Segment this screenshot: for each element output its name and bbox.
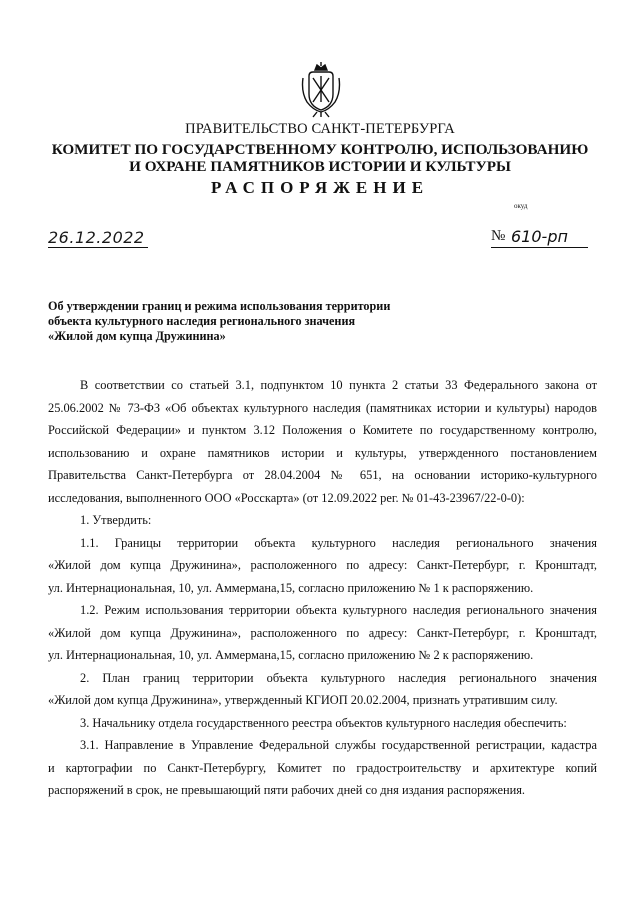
government-heading: ПРАВИТЕЛЬСТВО САНКТ-ПЕТЕРБУРГА [185, 121, 455, 137]
body-line: 2. План границ территории объекта культурного наследия регионального значения [80, 670, 597, 685]
body-line: 3.1. Направление в Управление Федеральной службы государственной регистрации, кадастра [80, 738, 597, 752]
body-line: и картографии по Санкт-Петербургу, Комитет по градостроительству и архитектуре копий [48, 760, 597, 775]
body-line: Правительства Санкт-Петербурга от 28.04.2004 № 651, на основании историко-культурного [48, 468, 597, 482]
okud-label: окуд [514, 202, 528, 210]
committee-heading-line1: КОМИТЕТ ПО ГОСУДАРСТВЕННОМУ КОНТРОЛЮ, ИСПОЛЬЗОВАНИЮ [51, 141, 589, 158]
document-number-field [491, 228, 588, 248]
body-line: Российской Федерации» и пунктом 3.12 Положения о Комитете по государственному контролю, [48, 423, 597, 437]
body-line: 25.06.2002 № 73-ФЗ «Об объектах культурного наследия (памятниках истории и культуры) народов [48, 400, 597, 415]
subject-line: объекта культурного наследия регионального значения [48, 314, 356, 328]
committee-heading-line2: И ОХРАНЕ ПАМЯТНИКОВ ИСТОРИИ И КУЛЬТУРЫ [129, 158, 511, 175]
document-type-title: РАСПОРЯЖЕНИЕ [210, 178, 430, 197]
body-line: ул. Интернациональная, 10, ул. Аммермана,15, согласно приложению № 2 к распоряжению. [48, 648, 534, 662]
subject-block [48, 299, 390, 344]
body-line: использованию и охране памятников истории и культуры, утвержденного постановлением [48, 445, 597, 460]
body-text [48, 374, 597, 802]
body-line: 1.1. Границы территории объекта культурного наследия регионального значения [80, 535, 597, 550]
body-line: исследования, выполненного ООО «Росскарта» (от 12.09.2022 рег. № 01-43-23967/22-0-0): [48, 490, 525, 505]
body-line: «Жилой дом купца Дружинина», расположенного по адресу: Санкт-Петербург, г. Кронштадт, [48, 625, 597, 640]
coat-of-arms-icon [301, 62, 341, 118]
number-sign: № [491, 228, 506, 244]
body-line: «Жилой дом купца Дружинина», расположенного по адресу: Санкт-Петербург, г. Кронштадт, [48, 558, 597, 572]
body-line: ул. Интернациональная, 10, ул. Аммермана,15, согласно приложению № 1 к распоряжению. [48, 580, 534, 595]
body-line: 3. Начальнику отдела государственного реестра объектов культурного наследия обеспечить: [80, 715, 567, 730]
body-line: «Жилой дом купца Дружинина», утвержденный КГИОП 20.02.2004, признать утратившим силу. [48, 693, 558, 707]
body-line: 1. Утвердить: [80, 513, 152, 527]
document-number: 610-рп [511, 227, 568, 246]
body-line: В соответствии со статьей 3.1, подпунктом 10 пункта 2 статьи 33 Федерального закона от [80, 378, 597, 392]
subject-line: Об утверждении границ и режима использования территории [48, 299, 391, 313]
body-line: 1.2. Режим использования территории объекта культурного наследия регионального значения [80, 603, 597, 617]
document-date: 26.12.2022 [48, 228, 148, 248]
body-line: распоряжений в срок, не превышающий пяти рабочих дней со дня издания распоряжения. [48, 783, 526, 797]
subject-line: «Жилой дом купца Дружинина» [48, 329, 226, 343]
